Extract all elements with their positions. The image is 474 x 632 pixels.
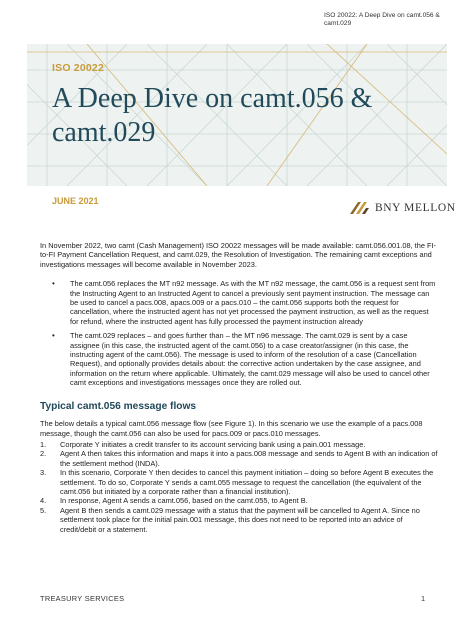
intro-paragraph: In November 2022, two camt (Cash Management) ISO 20022 messages will be made available: camt.056.001.08, the FI-to-FI Payment Cancellation Request, and camt.029, the Resolution of Investigation. The remaining camt exceptions and investigations messages will become available in November 2023. (40, 241, 437, 269)
bullet-list (40, 279, 438, 387)
bny-mellon-logo (348, 200, 456, 216)
bullet-icon: • (52, 331, 55, 341)
step-number: 4. (40, 496, 47, 506)
bullet-text: The camt.056 replaces the MT n92 message. As with the MT n92 message, the camt.056 is a request sent from the Instructing Agent to an Instructed Agent to cancel a previously sent payment instruction. The message can be used to cancel a pacs.008, apacs.009 or a pacs.010 – the camt.056 supports both the request for cancellation, where the instructed agent has not yet processed the payment instruction, as well as the request for refund, where the instructed agent has fully processed the payment instruction already (70, 279, 436, 326)
document-title: A Deep Dive on camt.056 & camt.029 (52, 83, 373, 148)
steps-list (40, 440, 438, 534)
running-header: ISO 20022: A Deep Dive on camt.056 & camt.029 (324, 12, 440, 27)
step-number: 3. (40, 468, 47, 478)
logo-wordmark: BNY MELLON (375, 202, 456, 214)
flow-intro-paragraph: The below details a typical camt.056 message flow (see Figure 1). In this scenario we use the example of a pacs.008 message, though the camt.056 can also be used for pacs.009 or pacs.010 messages. (40, 419, 423, 438)
step-number: 5. (40, 505, 47, 515)
publication-date: JUNE 2021 (52, 196, 99, 206)
bullet-icon: • (52, 279, 55, 289)
banner-tag: ISO 20022 (52, 62, 105, 74)
bny-mellon-logo-icon (348, 200, 370, 216)
bullet-text: The camt.029 replaces – and goes further than – the MT n96 message. The camt.029 is sent by a case assignee (in this case, the instructed agent of the camt.056) to a case creator/assigner (in this case, the instructing agent of the camt.056). The message is used to inform of the resolution of a case (Cancellation Request), and optionally provides details about: the corrective action undertaken by the case assignee, and information on the return where applicable. Ultimately, the camt.029 message will also be used to cancel other camt exceptions and investigations messages once they are rolled out. (70, 331, 430, 388)
list-item (40, 505, 438, 534)
list-item (40, 439, 438, 449)
page-number: 1 (421, 594, 426, 603)
step-text: In response, Agent A sends a camt.056, based on the camt.055, to Agent B. (60, 496, 308, 506)
footer-section-label: TREASURY SERVICES (40, 594, 125, 603)
list-item (52, 331, 438, 388)
step-text: Agent B then sends a camt.029 message with a status that the payment will be cancelled to Agent A. Since no settlement took place for the initial pain.001 message, this does not need to be reported into an advice of credit/debit or a statement. (60, 505, 420, 534)
step-text: Agent A then takes this information and maps it into a pacs.008 message and sends to Agent B with an indication of the settlement method (INDA). (60, 449, 438, 468)
step-number: 2. (40, 449, 47, 459)
section-heading: Typical camt.056 message flows (40, 400, 197, 412)
step-number: 1. (40, 439, 47, 449)
list-item (52, 279, 438, 326)
list-item (40, 449, 438, 468)
step-text: In this scenario, Corporate Y then decides to cancel this payment initiation – doing so before Agent B executes the settlement. To do so, Corporate Y sends a camt.055 message to request the cancellation (the equivalent of the camt.056 but initiated by a corporate rather than a financial institution). (60, 468, 434, 496)
step-text: Corporate Y initiates a credit transfer to its account servicing bank using a pain.001 message. (60, 439, 366, 449)
document-body (40, 241, 438, 534)
list-item (40, 496, 438, 506)
cover-banner (27, 44, 447, 186)
list-item (40, 468, 438, 496)
